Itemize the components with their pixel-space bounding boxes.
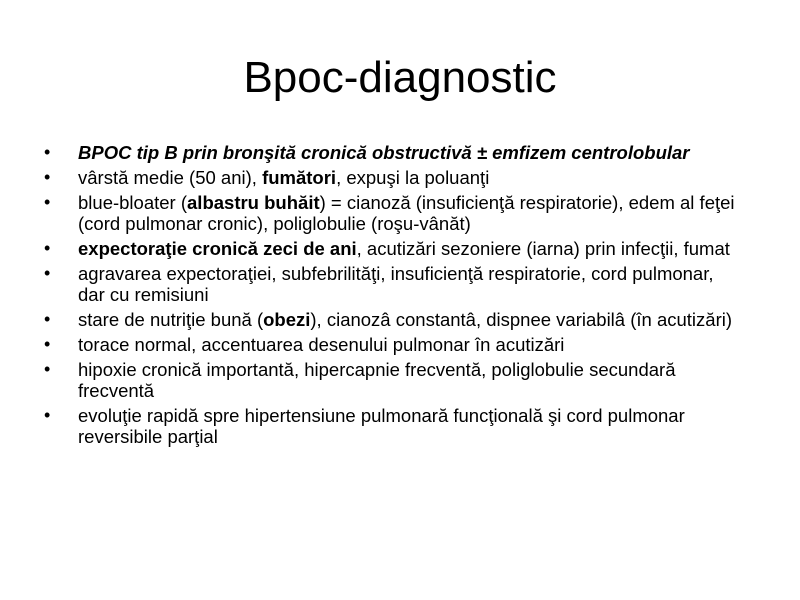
bullet-list <box>44 142 744 451</box>
bullet-icon: • <box>44 334 51 354</box>
bullet-text: , acutizări sezoniere (iarna) prin infecţii, fumat <box>356 238 730 259</box>
slide-title: Bpoc-diagnostic <box>243 53 557 102</box>
bullet-text-emphasis: expectoraţie cronică zeci de ani <box>78 238 357 259</box>
bullet-text: ) = cianoză (insuficienţă respiratorie), edem al feţei (cord pulmonar cronic), poliglobulie (roşu-vânăt) <box>78 192 735 234</box>
bullet-icon: • <box>44 192 51 212</box>
bullet-item <box>44 309 744 330</box>
bullet-icon: • <box>44 238 51 258</box>
bullet-item <box>44 192 744 234</box>
bullet-text: vârstă medie (50 ani), <box>78 167 263 188</box>
bullet-text: agravarea expectoraţiei, subfebrilităţi, insuficienţă respiratorie, cord pulmonar, dar cu remisiuni <box>78 263 714 305</box>
bullet-item <box>44 334 744 355</box>
bullet-item <box>44 405 744 447</box>
bullet-text: evoluţie rapidă spre hipertensiune pulmonară funcţională şi cord pulmonar reversibile parţial <box>78 405 685 447</box>
bullet-text-emphasis: fumători <box>262 167 337 188</box>
bullet-item <box>44 142 744 163</box>
bullet-icon: • <box>44 142 51 162</box>
bullet-icon: • <box>44 359 51 379</box>
bullet-icon: • <box>44 405 51 425</box>
bullet-text: stare de nutriţie bună ( <box>78 309 264 330</box>
bullet-item <box>44 359 744 401</box>
bullet-item <box>44 263 744 305</box>
bullet-text-emphasis: obezi <box>263 309 311 330</box>
bullet-icon: • <box>44 309 51 329</box>
bullet-text-emphasis: BPOC tip B prin bronşită cronică obstructivă ± emfizem centrolobular <box>78 142 690 163</box>
bullet-text: blue-bloater ( <box>78 192 188 213</box>
bullet-text: hipoxie cronică importantă, hipercapnie frecventă, poliglobulie secundară frecventă <box>78 359 676 401</box>
bullet-text: ), cianozâ constantâ, dispnee variabilâ (în acutizări) <box>310 309 732 330</box>
bullet-text-emphasis: albastru buhăit <box>187 192 320 213</box>
bullet-item <box>44 167 744 188</box>
bullet-item <box>44 238 744 259</box>
bullet-icon: • <box>44 167 51 187</box>
bullet-text: torace normal, accentuarea desenului pulmonar în acutizări <box>78 334 565 355</box>
bullet-icon: • <box>44 263 51 283</box>
bullet-text: , expuşi la poluanţi <box>336 167 490 188</box>
